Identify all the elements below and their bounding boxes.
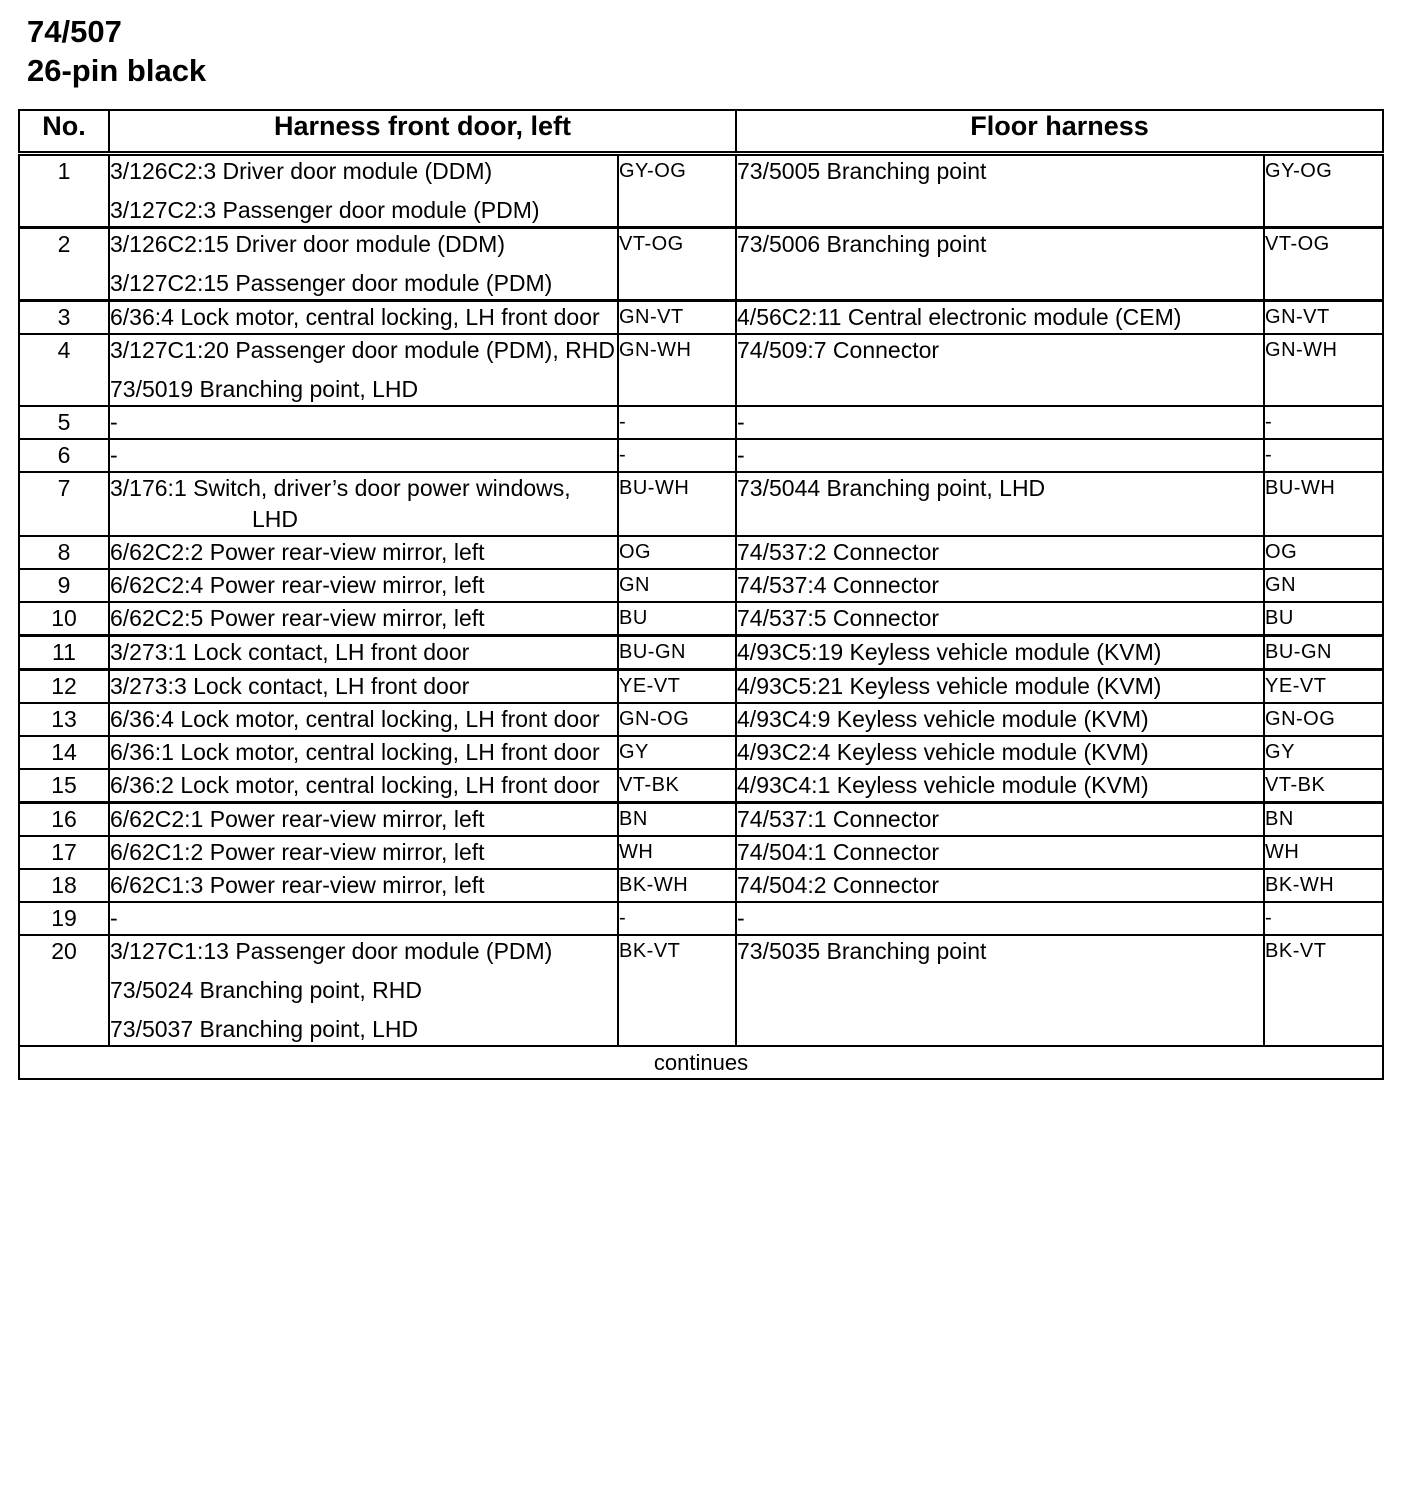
door-harness-cell xyxy=(109,154,618,228)
floor-harness-entry: 74/537:2 Connector xyxy=(737,539,940,565)
table-row xyxy=(19,439,1383,472)
pin-number: 4 xyxy=(19,334,109,406)
door-harness-entry: 6/62C1:2 Power rear-view mirror, left xyxy=(110,839,485,865)
door-wire-color: GY xyxy=(618,736,736,769)
floor-harness-entry: 73/5044 Branching point, LHD xyxy=(737,475,1046,501)
floor-wire-color: BK-VT xyxy=(1264,935,1383,1046)
door-harness-cell xyxy=(109,902,618,935)
pin-number: 11 xyxy=(19,636,109,670)
table-row xyxy=(19,836,1383,869)
floor-wire-color: OG xyxy=(1264,536,1383,569)
floor-wire-color: - xyxy=(1264,902,1383,935)
door-harness-entry: 3/127C1:20 Passenger door module (PDM), RHD xyxy=(110,337,615,363)
floor-harness-cell xyxy=(736,472,1264,536)
floor-wire-color: GY xyxy=(1264,736,1383,769)
floor-wire-color: WH xyxy=(1264,836,1383,869)
door-harness-entry: 73/5024 Branching point, RHD xyxy=(110,977,422,1003)
table-row xyxy=(19,536,1383,569)
door-harness-entry: 6/36:4 Lock motor, central locking, LH front door xyxy=(110,706,600,732)
door-harness-entry: 6/36:1 Lock motor, central locking, LH front door xyxy=(110,739,600,765)
floor-harness-entry: 74/504:2 Connector xyxy=(737,872,940,898)
door-harness-entry: 3/126C2:3 Driver door module (DDM) xyxy=(110,158,493,184)
door-harness-entry: 6/36:4 Lock motor, central locking, LH front door xyxy=(110,304,600,330)
floor-harness-cell xyxy=(736,803,1264,837)
door-harness-cell xyxy=(109,836,618,869)
table-row xyxy=(19,869,1383,902)
table-row xyxy=(19,736,1383,769)
floor-harness-cell xyxy=(736,536,1264,569)
pin-number: 9 xyxy=(19,569,109,602)
pin-number: 10 xyxy=(19,602,109,636)
door-harness-entry: 6/36:2 Lock motor, central locking, LH front door xyxy=(110,772,600,798)
floor-harness-entry: 74/537:5 Connector xyxy=(737,605,940,631)
pin-number: 13 xyxy=(19,703,109,736)
pin-number: 1 xyxy=(19,154,109,228)
pin-number: 8 xyxy=(19,536,109,569)
door-harness-entry: 3/127C1:13 Passenger door module (PDM) xyxy=(110,938,553,964)
door-harness-entry: 6/62C2:1 Power rear-view mirror, left xyxy=(110,806,485,832)
pin-number: 17 xyxy=(19,836,109,869)
door-harness-entry: 6/62C2:4 Power rear-view mirror, left xyxy=(110,572,485,598)
floor-harness-entry: 4/93C5:21 Keyless vehicle module (KVM) xyxy=(737,673,1162,699)
floor-harness-cell xyxy=(736,836,1264,869)
floor-harness-cell xyxy=(736,703,1264,736)
floor-wire-color: BU-WH xyxy=(1264,472,1383,536)
pin-number: 7 xyxy=(19,472,109,536)
floor-harness-entry: 4/93C4:1 Keyless vehicle module (KVM) xyxy=(737,772,1149,798)
floor-harness-entry: - xyxy=(737,442,745,468)
door-wire-color: YE-VT xyxy=(618,670,736,704)
footer-row xyxy=(19,1046,1383,1079)
door-harness-cell xyxy=(109,736,618,769)
table-row xyxy=(19,703,1383,736)
door-wire-color: GN-OG xyxy=(618,703,736,736)
floor-harness-entry: 74/537:1 Connector xyxy=(737,806,940,832)
door-harness-cell xyxy=(109,406,618,439)
pin-number: 19 xyxy=(19,902,109,935)
floor-harness-entry: 4/93C5:19 Keyless vehicle module (KVM) xyxy=(737,639,1162,665)
door-harness-cell xyxy=(109,703,618,736)
door-wire-color: VT-BK xyxy=(618,769,736,803)
floor-harness-entry: 73/5005 Branching point xyxy=(737,158,987,184)
floor-harness-cell xyxy=(736,769,1264,803)
floor-wire-color: GN-WH xyxy=(1264,334,1383,406)
door-harness-entry: - xyxy=(110,409,118,435)
door-harness-cell xyxy=(109,869,618,902)
header-no: No. xyxy=(19,110,109,154)
pin-table-body xyxy=(19,154,1383,1047)
door-wire-color: VT-OG xyxy=(618,228,736,301)
door-harness-cell xyxy=(109,228,618,301)
floor-wire-color: GN-OG xyxy=(1264,703,1383,736)
table-row xyxy=(19,406,1383,439)
table-row xyxy=(19,228,1383,301)
door-wire-color: GN xyxy=(618,569,736,602)
table-row xyxy=(19,769,1383,803)
door-harness-cell xyxy=(109,602,618,636)
pin-number: 14 xyxy=(19,736,109,769)
door-harness-cell xyxy=(109,536,618,569)
pin-number: 15 xyxy=(19,769,109,803)
floor-harness-cell xyxy=(736,736,1264,769)
door-wire-color: BU-GN xyxy=(618,636,736,670)
pin-number: 12 xyxy=(19,670,109,704)
table-row xyxy=(19,935,1383,1046)
header-row xyxy=(19,110,1383,154)
floor-wire-color: BU xyxy=(1264,602,1383,636)
floor-harness-cell xyxy=(736,569,1264,602)
door-wire-color: GN-VT xyxy=(618,301,736,335)
door-harness-entry: 6/62C2:5 Power rear-view mirror, left xyxy=(110,605,485,631)
connector-id: 74/507 xyxy=(27,14,122,49)
pin-number: 3 xyxy=(19,301,109,335)
header-door-harness: Harness front door, left xyxy=(109,110,736,154)
door-harness-cell xyxy=(109,472,618,536)
pin-number: 18 xyxy=(19,869,109,902)
door-harness-entry: 73/5019 Branching point, LHD xyxy=(110,376,419,402)
table-row xyxy=(19,569,1383,602)
door-harness-cell xyxy=(109,439,618,472)
continues-label: continues xyxy=(19,1046,1383,1079)
floor-harness-cell xyxy=(736,935,1264,1046)
floor-harness-cell xyxy=(736,334,1264,406)
floor-wire-color: GN-VT xyxy=(1264,301,1383,335)
floor-harness-cell xyxy=(736,602,1264,636)
floor-wire-color: BK-WH xyxy=(1264,869,1383,902)
floor-harness-cell xyxy=(736,902,1264,935)
floor-wire-color: VT-BK xyxy=(1264,769,1383,803)
door-harness-entry: 3/273:3 Lock contact, LH front door xyxy=(110,673,470,699)
table-row xyxy=(19,154,1383,228)
pin-table xyxy=(18,109,1384,1080)
door-harness-entry: - xyxy=(110,442,118,468)
floor-harness-entry: - xyxy=(737,409,745,435)
door-wire-color: - xyxy=(618,439,736,472)
door-harness-entry: 3/126C2:15 Driver door module (DDM) xyxy=(110,231,505,257)
pin-number: 20 xyxy=(19,935,109,1046)
floor-harness-cell xyxy=(736,670,1264,704)
floor-harness-entry: 74/509:7 Connector xyxy=(737,337,940,363)
door-harness-cell xyxy=(109,670,618,704)
floor-harness-cell xyxy=(736,636,1264,670)
floor-harness-cell xyxy=(736,869,1264,902)
door-harness-cell xyxy=(109,569,618,602)
floor-harness-cell xyxy=(736,406,1264,439)
floor-harness-cell xyxy=(736,301,1264,335)
door-wire-color: GY-OG xyxy=(618,154,736,228)
floor-wire-color: GY-OG xyxy=(1264,154,1383,228)
table-row xyxy=(19,334,1383,406)
table-row xyxy=(19,803,1383,837)
floor-harness-entry: 74/504:1 Connector xyxy=(737,839,940,865)
door-wire-color: WH xyxy=(618,836,736,869)
floor-harness-entry: 4/93C2:4 Keyless vehicle module (KVM) xyxy=(737,739,1149,765)
door-wire-color: GN-WH xyxy=(618,334,736,406)
pin-number: 5 xyxy=(19,406,109,439)
floor-harness-entry: 4/56C2:11 Central electronic module (CEM) xyxy=(737,304,1182,330)
door-harness-cell xyxy=(109,803,618,837)
floor-harness-entry: 4/93C4:9 Keyless vehicle module (KVM) xyxy=(737,706,1149,732)
door-harness-cell xyxy=(109,301,618,335)
floor-wire-color: BU-GN xyxy=(1264,636,1383,670)
header-floor-harness: Floor harness xyxy=(736,110,1383,154)
door-wire-color: BU-WH xyxy=(618,472,736,536)
pin-number: 2 xyxy=(19,228,109,301)
floor-harness-cell xyxy=(736,154,1264,228)
floor-wire-color: - xyxy=(1264,439,1383,472)
floor-wire-color: BN xyxy=(1264,803,1383,837)
floor-harness-entry: 73/5006 Branching point xyxy=(737,231,987,257)
door-harness-cell xyxy=(109,935,618,1046)
door-wire-color: - xyxy=(618,902,736,935)
pin-number: 6 xyxy=(19,439,109,472)
floor-harness-cell xyxy=(736,439,1264,472)
door-harness-cell xyxy=(109,334,618,406)
door-wire-color: OG xyxy=(618,536,736,569)
table-row xyxy=(19,670,1383,704)
floor-harness-entry: 73/5035 Branching point xyxy=(737,938,987,964)
floor-harness-entry: 74/537:4 Connector xyxy=(737,572,940,598)
floor-harness-cell xyxy=(736,228,1264,301)
table-row xyxy=(19,301,1383,335)
door-wire-color: BN xyxy=(618,803,736,837)
floor-harness-entry: - xyxy=(737,905,745,931)
door-harness-entry: - xyxy=(110,905,118,931)
table-row xyxy=(19,472,1383,536)
floor-wire-color: YE-VT xyxy=(1264,670,1383,704)
floor-wire-color: - xyxy=(1264,406,1383,439)
door-harness-cell xyxy=(109,769,618,803)
door-harness-cell xyxy=(109,636,618,670)
door-harness-entry: 6/62C2:2 Power rear-view mirror, left xyxy=(110,539,485,565)
door-wire-color: BK-VT xyxy=(618,935,736,1046)
table-row xyxy=(19,902,1383,935)
door-harness-entry: 3/273:1 Lock contact, LH front door xyxy=(110,639,470,665)
floor-wire-color: VT-OG xyxy=(1264,228,1383,301)
door-wire-color: - xyxy=(618,406,736,439)
pin-number: 16 xyxy=(19,803,109,837)
table-row xyxy=(19,636,1383,670)
table-row xyxy=(19,602,1383,636)
door-harness-entry: 6/62C1:3 Power rear-view mirror, left xyxy=(110,872,485,898)
door-harness-entry: 3/176:1 Switch, driver’s door power windows, LHD xyxy=(110,475,571,532)
floor-wire-color: GN xyxy=(1264,569,1383,602)
door-wire-color: BK-WH xyxy=(618,869,736,902)
connector-description: 26-pin black xyxy=(27,53,207,88)
door-harness-entry: 73/5037 Branching point, LHD xyxy=(110,1016,419,1042)
door-harness-entry: 3/127C2:15 Passenger door module (PDM) xyxy=(110,270,553,296)
door-wire-color: BU xyxy=(618,602,736,636)
door-harness-entry: 3/127C2:3 Passenger door module (PDM) xyxy=(110,197,540,223)
